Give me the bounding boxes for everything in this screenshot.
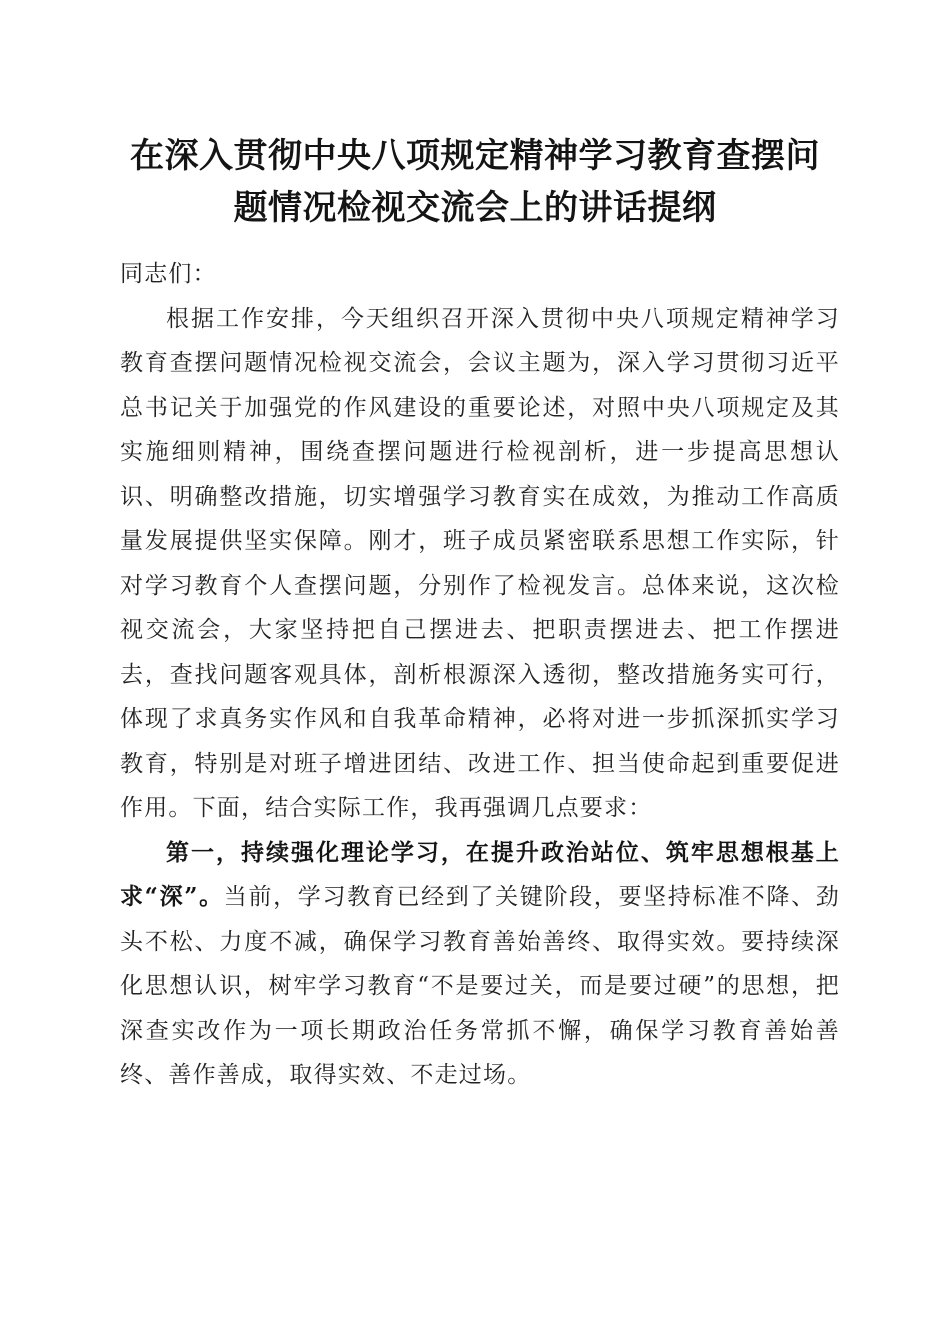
point-one-heading: 第一，持续强化理论学习，在提升政治站位、筑牢思想根基上求“深”。 (120, 838, 840, 910)
salutation: 同志们： (120, 261, 217, 287)
opening-paragraph: 根据工作安排，今天组织召开深入贯彻中央八项规定精神学习教育查摆问题情况检视交流会，会议主题为，深入学习贯彻习近平总书记关于加强党的作风建设的重要论述，对照中央八项规定及其实施细则精神，围绕查摆问题进行检视剖析，进一步提高思想认识、明确整改措施，切实增强学习教育实在成效，为推动工作高质量发展提供坚实保障。刚才，班子成员紧密联系思想工作实际，针对学习教育个人查摆问题，分别作了检视发言。总体来说，这次检视交流会，大家坚持把自己摆进去、把职责摆进去、把工作摆进去，查找问题客观具体，剖析根源深入透彻，整改措施务实可行，体现了求真务实作风和自我革命精神，必将对进一步抓深抓实学习教育，特别是对班子增进团结、改进工作、担当使命起到重要促进作用。下面，结合实际工作，我再强调几点要求： (120, 305, 840, 821)
title-line-2: 题情况检视交流会上的讲话提纲 (233, 188, 717, 228)
document-body (120, 252, 840, 1098)
document-title (100, 130, 850, 234)
point-one-paragraph (120, 831, 840, 1098)
point-one-body: 当前，学习教育已经到了关键阶段，要坚持标准不降、劲头不松、力度不减，确保学习教育善始善终、取得实效。要持续深化思想认识，树牢学习教育“不是要过关，而是要过硬”的思想，把深查实改作为一项长期政治任务常抓不懈，确保学习教育善始善终、善作善成，取得实效、不走过场。 (120, 884, 840, 1088)
title-line-1: 在深入贯彻中央八项规定精神学习教育查摆问 (130, 136, 820, 176)
